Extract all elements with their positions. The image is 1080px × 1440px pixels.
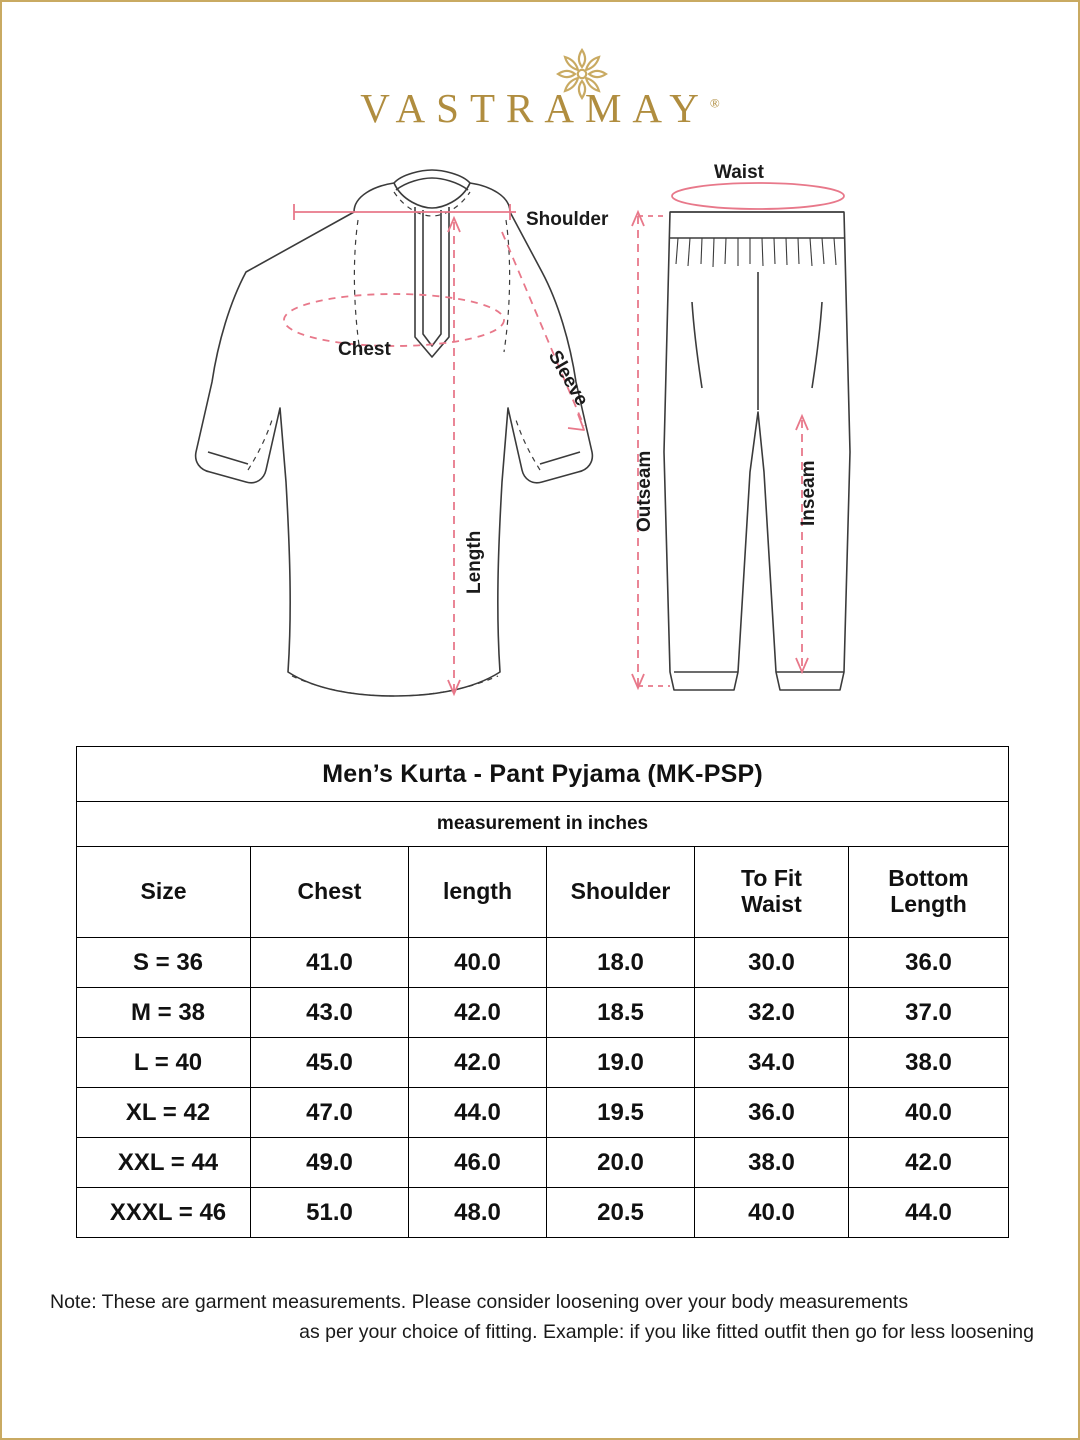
note-line-1: Note: These are garment measurements. Please consider loosening over your body measurements — [50, 1291, 909, 1313]
column-header-bottom-length-line1: Bottom — [888, 865, 969, 892]
cell-length: 48.0 — [409, 1188, 547, 1238]
cell-shoulder: 19.0 — [547, 1038, 695, 1088]
cell-size: M = 38 — [77, 988, 251, 1038]
cell-length: 42.0 — [409, 988, 547, 1038]
table-row — [77, 1038, 1009, 1088]
cell-shoulder: 20.5 — [547, 1188, 695, 1238]
cell-bottom: 38.0 — [849, 1038, 1009, 1088]
garment-drawing-svg — [2, 152, 1080, 722]
cell-chest: 49.0 — [251, 1138, 409, 1188]
label-sleeve: Sleeve — [543, 347, 593, 410]
garment-illustration — [2, 152, 1080, 722]
table-row — [77, 988, 1009, 1038]
brand-name: VASTRAMAY — [360, 85, 710, 131]
cell-size: S = 36 — [77, 938, 251, 988]
cell-waist: 36.0 — [695, 1088, 849, 1138]
cell-waist: 30.0 — [695, 938, 849, 988]
cell-bottom: 44.0 — [849, 1188, 1009, 1238]
table-title: Men’s Kurta - Pant Pyjama (MK-PSP) — [77, 747, 1009, 802]
size-table-wrapper — [76, 746, 1008, 1238]
label-length: Length — [464, 530, 485, 594]
column-header-shoulder: Shoulder — [547, 847, 695, 938]
table-title-row — [77, 747, 1009, 802]
cell-shoulder: 19.5 — [547, 1088, 695, 1138]
table-row — [77, 938, 1009, 988]
column-header-bottom-length — [849, 847, 1009, 938]
cell-bottom: 40.0 — [849, 1088, 1009, 1138]
table-row — [77, 1138, 1009, 1188]
brand-wordmark — [360, 84, 720, 132]
column-header-chest: Chest — [251, 847, 409, 938]
column-header-bottom-length-line2: Length — [890, 891, 967, 917]
label-chest: Chest — [338, 339, 391, 360]
cell-waist: 34.0 — [695, 1038, 849, 1088]
brand-header — [2, 42, 1078, 152]
label-inseam: Inseam — [798, 460, 819, 526]
table-row — [77, 1188, 1009, 1238]
label-waist: Waist — [714, 162, 764, 183]
cell-waist: 32.0 — [695, 988, 849, 1038]
label-shoulder: Shoulder — [526, 209, 609, 230]
cell-bottom: 42.0 — [849, 1138, 1009, 1188]
column-header-to-fit-waist — [695, 847, 849, 938]
table-header-row — [77, 847, 1009, 938]
table-subtitle: measurement in inches — [77, 802, 1009, 847]
cell-bottom: 37.0 — [849, 988, 1009, 1038]
cell-size: XXL = 44 — [77, 1138, 251, 1188]
cell-shoulder: 18.0 — [547, 938, 695, 988]
cell-waist: 40.0 — [695, 1188, 849, 1238]
column-header-size: Size — [77, 847, 251, 938]
column-header-length: length — [409, 847, 547, 938]
cell-bottom: 36.0 — [849, 938, 1009, 988]
cell-shoulder: 18.5 — [547, 988, 695, 1038]
table-subtitle-row — [77, 802, 1009, 847]
cell-size: XXXL = 46 — [77, 1188, 251, 1238]
note-text — [50, 1287, 1034, 1347]
cell-chest: 41.0 — [251, 938, 409, 988]
cell-length: 40.0 — [409, 938, 547, 988]
cell-chest: 47.0 — [251, 1088, 409, 1138]
column-header-to-fit-waist-line2: Waist — [741, 891, 802, 917]
cell-chest: 45.0 — [251, 1038, 409, 1088]
cell-size: L = 40 — [77, 1038, 251, 1088]
label-outseam: Outseam — [634, 450, 655, 532]
cell-size: XL = 42 — [77, 1088, 251, 1138]
note-line-2: as per your choice of fitting. Example: if you like fitted outfit then go for less loosening — [299, 1321, 1034, 1344]
column-header-to-fit-waist-line1: To Fit — [741, 865, 802, 892]
table-row — [77, 1088, 1009, 1138]
cell-chest: 43.0 — [251, 988, 409, 1038]
cell-length: 46.0 — [409, 1138, 547, 1188]
size-chart-table — [76, 746, 1009, 1238]
cell-length: 44.0 — [409, 1088, 547, 1138]
cell-length: 42.0 — [409, 1038, 547, 1088]
cell-shoulder: 20.0 — [547, 1138, 695, 1188]
cell-chest: 51.0 — [251, 1188, 409, 1238]
cell-waist: 38.0 — [695, 1138, 849, 1188]
registered-mark: ® — [709, 95, 720, 111]
